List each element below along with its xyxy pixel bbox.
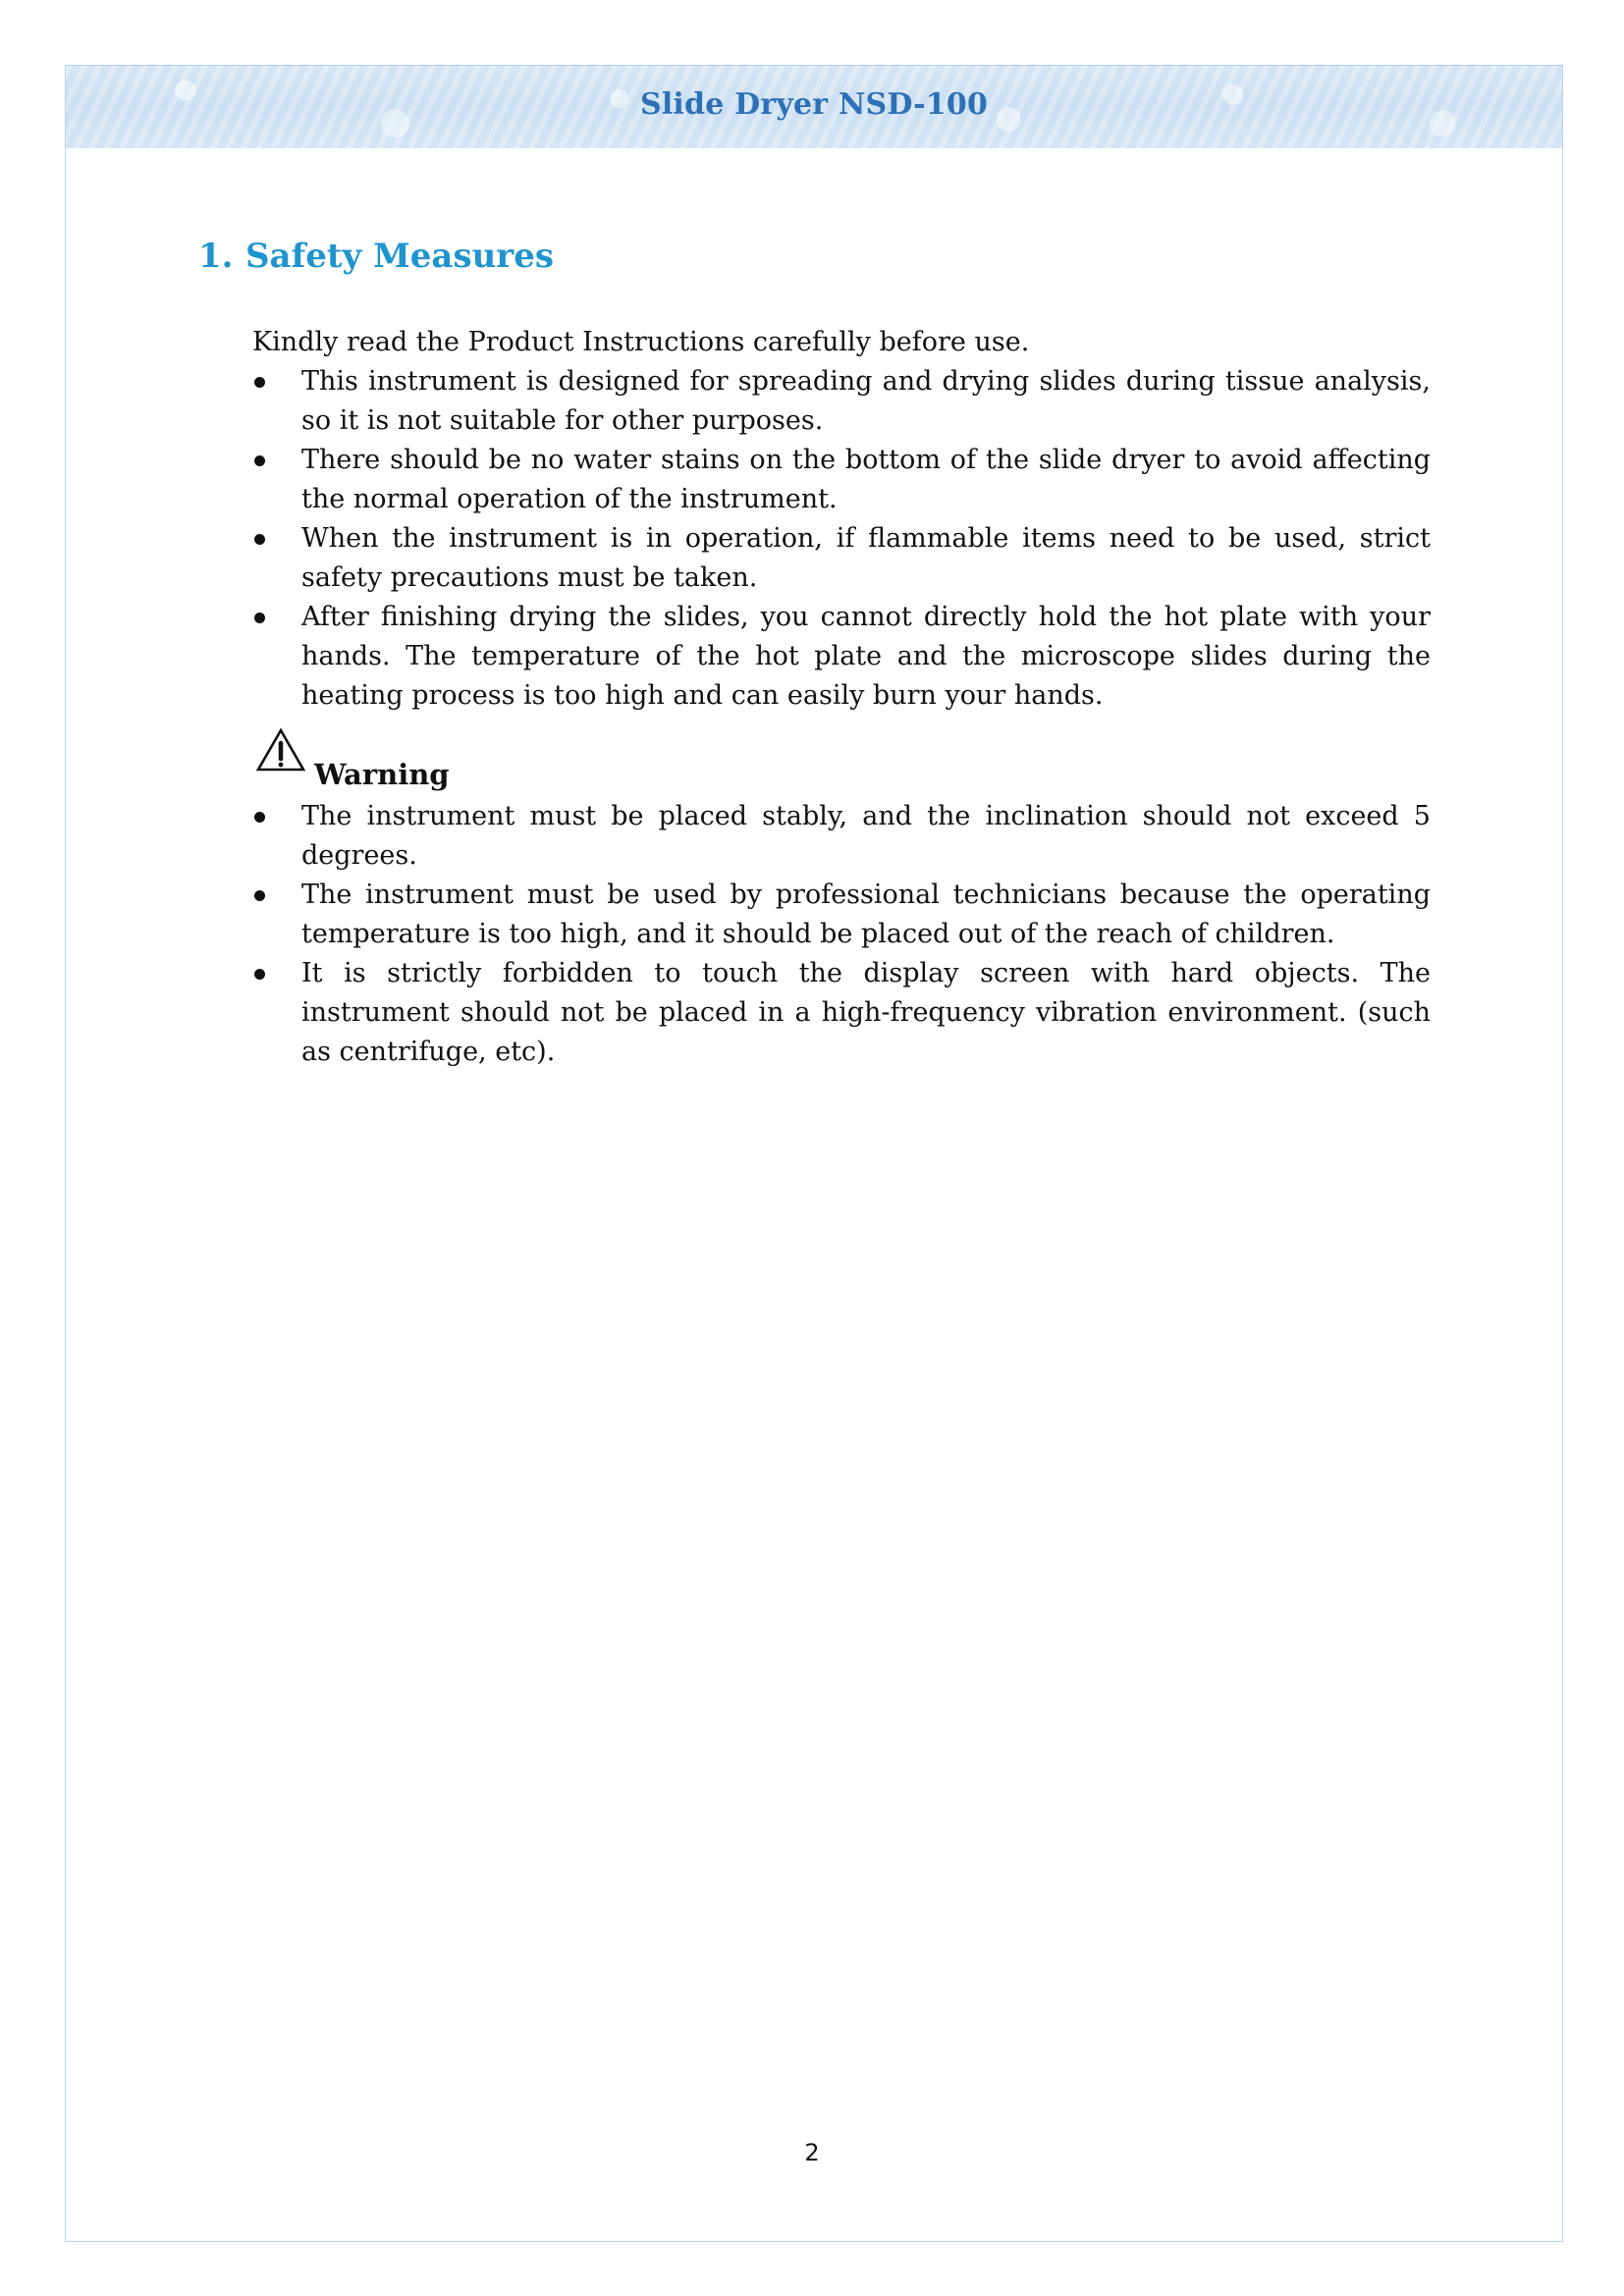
- warning-item-text: It is strictly forbidden to touch the display screen with hard objects. The instrument should not be placed in a high-frequency vibration environment. (such as centrifuge, etc).: [301, 958, 1431, 1067]
- section-title: Safety Measures: [245, 237, 554, 276]
- warning-item-text: The instrument must be placed stably, and the inclination should not exceed 5 degrees.: [301, 801, 1431, 871]
- warning-label: Warning: [314, 758, 450, 791]
- warning-item: [252, 876, 1431, 954]
- bullet-icon: [254, 534, 265, 545]
- header-band: [66, 66, 1562, 148]
- intro-text: Kindly read the Product Instructions carefully before use.: [252, 327, 1030, 357]
- safety-item-text: When the instrument is in operation, if flammable items need to be used, strict safety precautions must be taken.: [301, 523, 1431, 593]
- safety-item: [252, 598, 1431, 716]
- bullet-icon: [254, 455, 265, 466]
- safety-item-text: After finishing drying the slides, you cannot directly hold the hot plate with your hands. The temperature of the hot plate and the microscope slides during the heating process is too high and can easily burn your hands.: [301, 602, 1431, 711]
- section-heading: [198, 237, 554, 276]
- bullet-icon: [254, 969, 265, 980]
- warning-item: [252, 954, 1431, 1072]
- safety-item: [252, 362, 1431, 441]
- safety-list: [252, 362, 1431, 716]
- bullet-icon: [254, 613, 265, 623]
- bullet-icon: [254, 377, 265, 388]
- safety-item-text: There should be no water stains on the bottom of the slide dryer to avoid affecting the normal operation of the instrument.: [301, 445, 1431, 514]
- safety-item: [252, 441, 1431, 519]
- section-number: 1.: [198, 237, 234, 276]
- safety-item-text: This instrument is designed for spreading and drying slides during tissue analysis, so it is not suitable for other purposes.: [301, 366, 1431, 436]
- warning-item-text: The instrument must be used by professional technicians because the operating temperature is too high, and it should be placed out of the reach of children.: [301, 880, 1431, 949]
- warning-list: [252, 797, 1431, 1072]
- warning-item: [252, 797, 1431, 876]
- safety-item: [252, 519, 1431, 598]
- warning-triangle-icon: [255, 726, 306, 774]
- page-number: 2: [804, 2139, 820, 2166]
- bullet-icon: [254, 812, 265, 823]
- bullet-icon: [254, 890, 265, 901]
- document-title: Slide Dryer NSD-100: [639, 87, 989, 122]
